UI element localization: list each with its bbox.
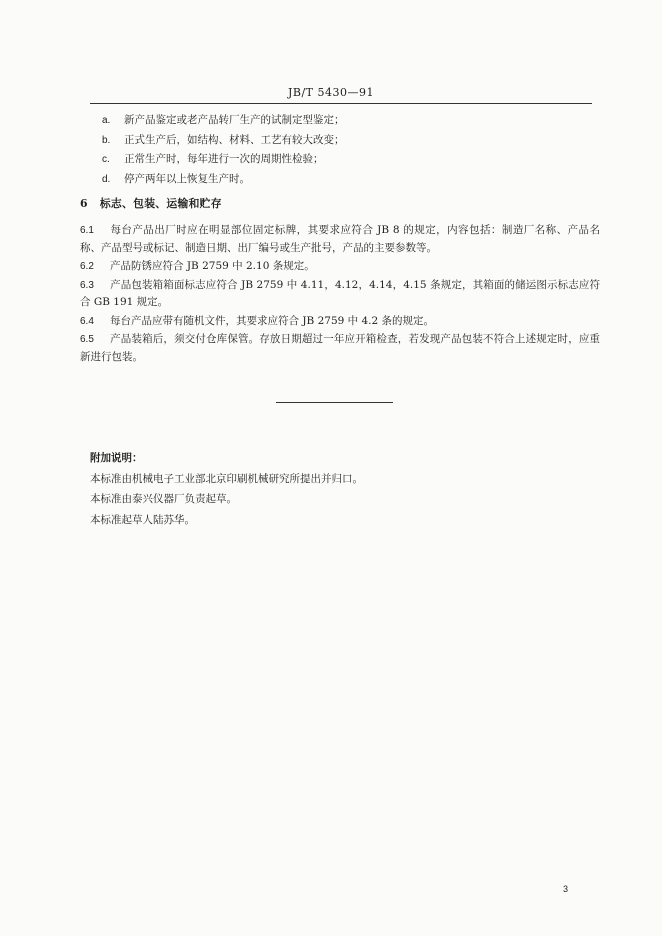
list-marker: b. (102, 134, 111, 146)
section-heading (80, 195, 600, 213)
list-text: 新产品鉴定或老产品转厂生产的试制定型鉴定； (124, 114, 345, 126)
list-text: 停产两年以上恢复生产时。 (124, 172, 250, 185)
section-title: 标志、包装、运输和贮存 (99, 197, 222, 210)
clause (80, 313, 600, 331)
list-item (102, 171, 582, 191)
inspection-conditions-list (102, 112, 582, 190)
clause-text: 产品包装箱箱面标志应符合 JB 2759 中 4.11，4.12，4.14，4.15 条规定，其箱面的储运图示标志应符合 GB 191 规定。 (80, 278, 600, 308)
list-item (102, 151, 582, 171)
clauses (80, 222, 600, 367)
clause-text: 产品防锈应符合 JB 2759 中 2.10 条规定。 (110, 260, 315, 272)
standard-code-header: JB/T 5430—91 (287, 86, 375, 99)
list-item (102, 132, 582, 152)
clause (80, 222, 600, 257)
end-of-text-rule (276, 402, 393, 403)
clause (80, 258, 600, 276)
clause-text: 每台产品应带有随机文件，其要求应符合 JB 2759 中 4.2 条的规定。 (110, 314, 435, 327)
clause-text: 产品装箱后，须交付仓库保管。存放日期超过一年应开箱检查，若发现产品包装不符合上述规定时，应重新进行包装。 (80, 333, 600, 363)
notes-title: 附加说明： (90, 452, 143, 464)
list-item (102, 112, 582, 132)
list-marker: d. (102, 173, 111, 185)
note-line: 本标准起草人陆苏华。 (90, 513, 195, 526)
additional-notes (90, 448, 590, 530)
page-number: 3 (563, 884, 569, 894)
clause-text: 每台产品出厂时应在明显部位固定标牌，其要求应符合 JB 8 的规定，内容包括：制造厂名称、产品名称、产品型号或标记、制造日期、出厂编号或生产批号，产品的主要参数等。 (80, 224, 600, 254)
clause-number: 6.2 (80, 261, 94, 272)
list-marker: c. (102, 154, 110, 165)
header-rule (90, 103, 592, 104)
clause-number: 6.1 (80, 225, 94, 236)
list-text: 正常生产时，每年进行一次的周期性检验； (124, 153, 324, 165)
clause (80, 277, 600, 312)
list-marker: a. (102, 115, 111, 126)
clause-number: 6.4 (80, 315, 94, 327)
section-number: 6 (80, 197, 88, 210)
clause (80, 331, 600, 366)
clause-number: 6.5 (80, 334, 94, 345)
note-line: 本标准由泰兴仪器厂负责起草。 (90, 493, 237, 505)
list-text: 正式生产后，如结构、材料、工艺有较大改变； (124, 133, 345, 146)
note-line: 本标准由机械电子工业部北京印刷机械研究所提出并归口。 (90, 472, 363, 485)
clause-number: 6.3 (80, 279, 94, 291)
